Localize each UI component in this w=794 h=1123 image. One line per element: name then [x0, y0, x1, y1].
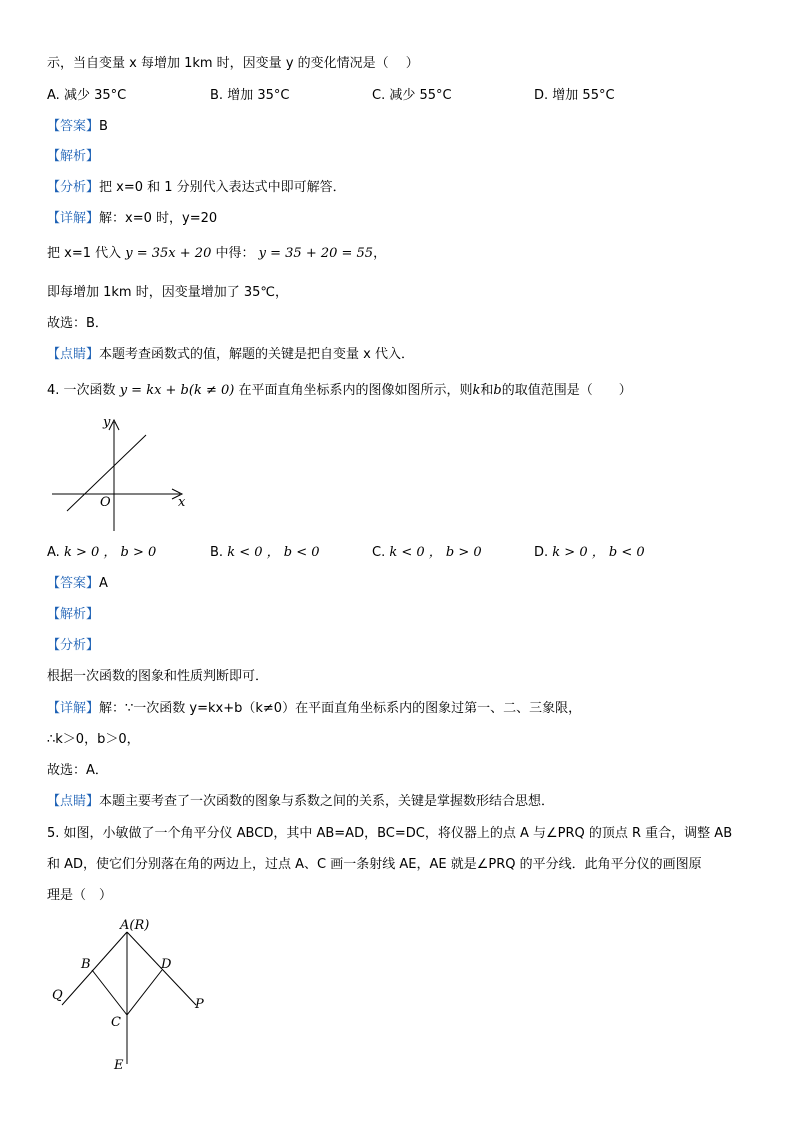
- label-A: A(R): [120, 918, 150, 933]
- x-axis-label: x: [178, 495, 186, 510]
- option-text: k > 0 ， b > 0: [63, 545, 157, 560]
- option-letter: A.: [47, 88, 60, 103]
- stem-end: 的取值范围是（ ）: [501, 383, 632, 398]
- q4-option-b: [210, 544, 320, 562]
- label-P: P: [195, 997, 204, 1012]
- option-letter: A.: [47, 545, 60, 560]
- q4-fenxi: 根据一次函数的图象和性质判断即可．: [47, 669, 269, 684]
- q3-comment: [47, 346, 414, 364]
- detail-mid: 中得：: [215, 246, 255, 261]
- q3-fenxi: [47, 179, 346, 197]
- detail-tag: 【详解】: [47, 211, 100, 226]
- q3-analysis-tag: 【解析】: [47, 149, 100, 164]
- comment-text: 本题考查函数式的值，解题的关键是把自变量 x 代入．: [99, 347, 414, 362]
- option-text: 增加 55°C: [552, 88, 615, 103]
- q4-fenxi-tag: 【分析】: [47, 638, 100, 653]
- detail-text: 解：∵一次函数 y=kx+b（k≠0）在平面直角坐标系内的图象过第一、二、三象限，: [99, 701, 582, 716]
- option-text: k < 0 ， b < 0: [227, 545, 320, 560]
- q5-stem-line-2: 和 AD，使它们分别落在角的两边上，过点 A、C 画一条射线 AE，AE 就是∠PRQ 的平分线．此角平分仪的画图原: [47, 857, 702, 872]
- stem-mid: 在平面直角坐标系内的图像如图所示，则: [238, 383, 473, 398]
- detail-calc: y = 35 + 20 = 55: [258, 246, 374, 261]
- q4-option-d: [534, 544, 645, 562]
- side-RQ: [62, 932, 127, 1005]
- q3-detail-3: 即每增加 1km 时，因变量增加了 35℃，: [47, 285, 289, 300]
- q3-option-a: [47, 87, 126, 105]
- comment-tag: 【点睛】: [47, 794, 100, 809]
- q5-angle-bisector-figure: [45, 912, 225, 1077]
- q3-option-b: [210, 87, 289, 105]
- label-E: E: [114, 1058, 124, 1073]
- answer-tag: 【答案】: [47, 119, 100, 134]
- option-text: k < 0 ， b > 0: [389, 545, 482, 560]
- q4-option-c: [372, 544, 482, 562]
- detail-formula: y = 35x + 20: [125, 246, 212, 261]
- q4-answer: [47, 575, 108, 593]
- option-letter: C.: [372, 88, 386, 103]
- q4-detail-1: [47, 700, 581, 718]
- detail-text: 解：x=0 时，y=20: [99, 211, 218, 226]
- option-text: 减少 35°C: [63, 88, 127, 103]
- q4-analysis-tag: 【解析】: [47, 607, 100, 622]
- q5-stem-line-1: 5. 如图，小敏做了一个角平分仪 ABCD，其中 AB=AD，BC=DC，将仪器上的点 A 与∠PRQ 的顶点 R 重合，调整 AB: [47, 826, 733, 841]
- detail-tag: 【详解】: [47, 701, 100, 716]
- q4-linear-graph: [40, 408, 200, 538]
- label-D: D: [161, 957, 172, 972]
- detail-prefix: 把 x=1 代入: [47, 246, 122, 261]
- q4-detail-2: ∴k＞0，b＞0，: [47, 732, 140, 747]
- q4-option-a: [47, 544, 156, 562]
- q3-detail-1: [47, 210, 217, 228]
- stem-b: b: [493, 383, 502, 398]
- fenxi-text: 把 x=0 和 1 分别代入表达式中即可解答．: [99, 180, 346, 195]
- segment-DC: [127, 970, 162, 1015]
- y-axis-label: y: [103, 415, 111, 430]
- label-B: B: [81, 957, 91, 972]
- option-letter: B.: [210, 88, 224, 103]
- q4-comment: [47, 793, 554, 811]
- label-C: C: [111, 1015, 121, 1030]
- option-letter: B.: [210, 545, 224, 560]
- comment-text: 本题主要考查了一次函数的图象与系数之间的关系，关键是掌握数形结合思想．: [99, 794, 555, 809]
- q5-stem-line-3: 理是（ ）: [47, 888, 113, 903]
- option-letter: C.: [372, 545, 386, 560]
- option-letter: D.: [534, 545, 549, 560]
- q3-option-c: [372, 87, 452, 105]
- q3-detail-2: [47, 245, 386, 263]
- origin-label: O: [100, 495, 111, 510]
- option-text: 减少 55°C: [389, 88, 452, 103]
- q4-choose: 故选：A．: [47, 763, 108, 778]
- option-letter: D.: [534, 88, 549, 103]
- answer-value: A: [99, 576, 108, 591]
- label-Q: Q: [52, 988, 63, 1003]
- q3-stem-tail: 示，当自变量 x 每增加 1km 时，因变量 y 的变化情况是（ ）: [47, 56, 419, 71]
- q3-answer: [47, 118, 108, 136]
- option-text: 增加 35°C: [227, 88, 290, 103]
- q3-choose: 故选：B．: [47, 316, 108, 331]
- detail-end: ，: [373, 246, 387, 261]
- option-text: k > 0 ， b < 0: [552, 545, 645, 560]
- q4-stem: [47, 382, 632, 400]
- segment-BC: [92, 970, 127, 1015]
- answer-tag: 【答案】: [47, 576, 100, 591]
- stem-and: 和: [480, 383, 494, 398]
- stem-prefix: 4. 一次函数: [47, 383, 116, 398]
- comment-tag: 【点睛】: [47, 347, 100, 362]
- q3-option-d: [534, 87, 615, 105]
- answer-value: B: [99, 119, 108, 134]
- stem-k: k: [472, 383, 481, 398]
- fenxi-tag: 【分析】: [47, 180, 100, 195]
- stem-formula: y = kx + b(k ≠ 0): [119, 383, 235, 398]
